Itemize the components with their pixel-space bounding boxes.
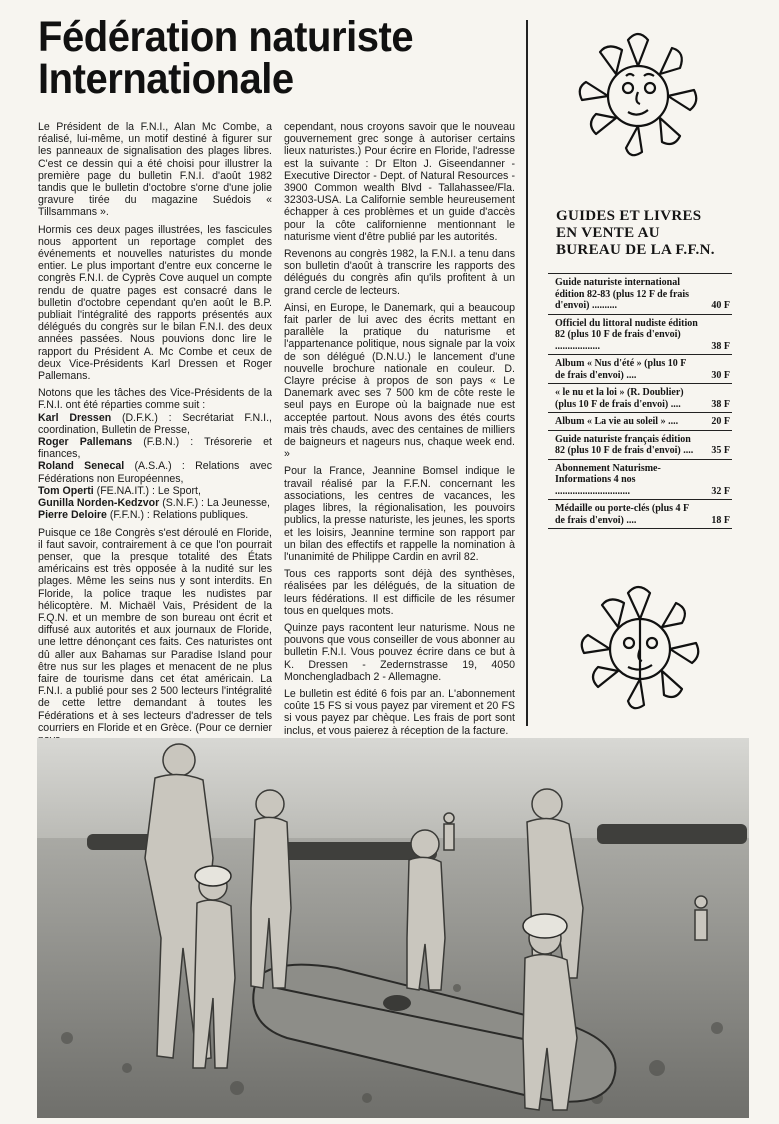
role-name: Roger Pallemans: [38, 436, 133, 449]
price-list-item: [548, 499, 732, 529]
price-list-item: [548, 314, 732, 355]
item-name: Guide naturiste international édition 82-83 (plus 12 F de frais d'envoi) ..........: [555, 277, 690, 311]
role-name: Karl Dressen: [38, 411, 112, 424]
item-price: 18 F: [711, 514, 730, 526]
role-task: Le Sport,: [157, 484, 201, 497]
price-list-item: [548, 354, 732, 383]
guides-heading: [556, 208, 756, 259]
article-title: [38, 13, 484, 103]
paragraph: cependant, nous croyons savoir que le nouveau gouvernement grec songe à autoriser certains lieux naturistes.) Pour écrire en Floride, l'adresse est la suivante : Dr Elton J. Giseendanner - Executive Director - Dept. of Natural Resources - 3900 Common wealth Blvd - Tallahassee/Fla. 32303-USA. La Californie semble heureusement échapper à ces problèmes et un guide d'accès pour la côte californienne mentionnant le naturisme vient d'être publié par les autorités.: [284, 121, 515, 243]
guides-heading-line: GUIDES ET LIVRES: [556, 208, 702, 224]
sun-moon-face-icon: [566, 573, 712, 723]
item-price: 30 F: [711, 369, 730, 381]
role-name: Tom Operti: [38, 484, 94, 497]
paragraph: Tous ces rapports sont déjà des synthèses, réalisées par les délégués, de la situation de leurs fédérations. Il est difficile de les résumer tous en quelques mots.: [284, 568, 515, 617]
paragraph: Pour la France, Jeannine Bomsel indique le travail réalisé par la F.F.N. concernant les associations, les centres de vacances, les plages libres, la régionalisation, les pouvoirs publics, la presse naturiste, les jeunes, les sports et les loisirs, Jeannine termine son rapport par un bilan des effectifs et rappelle la nomination à l'unanimité de Philippe Cardin en avril 82.: [284, 465, 515, 563]
paragraph: Hormis ces deux pages illustrées, les fascicules nous apportent un reportage complet des événements et nouvelles naturistes du monde entier. Le plus important d'entre eux concerne le congrès F.N.I. de Cyprès Cove auquel un compte rendu de quatre pages est consacré dans le bulletin d'octobre cependant qu'en août le B.P. publiait l'intégralité des rapports présentés aux délégués du congrès sur le bilan F.N.I. des deux années passées. Nous pouvions donc lire le rapport du Président A. Mc Combe et ceux de deux Vice-Présidents Karl Dressen et Roger Pallemans.: [38, 223, 272, 383]
item-price: 35 F: [711, 445, 730, 456]
item-price: 40 F: [711, 300, 730, 311]
role-name: Gunilla Norden-Kedzvor: [38, 497, 160, 510]
role-entry: [38, 412, 272, 436]
item-name: Album « La vie au soleil » ....: [555, 416, 679, 427]
price-list-item: [548, 459, 732, 500]
item-name: Officiel du littoral nudiste édition 82 (plus 10 F de frais d'envoi) ..................: [555, 317, 698, 352]
paragraph: Ainsi, en Europe, le Danemark, qui a beaucoup fait parler de lui avec des écrits mettant en parallèle la pratique du naturisme et l'appartenance politique, nous signale par la voix de son délégué (D.N.U.) le lancement d'une nouvelle brochure nationale en couleur. D. Clayre précise à propos de son pays « Le Danemark avec ses 7 500 km de côte reste le seul pays en Europe où la baignade nue est acceptée partout. Nous avons des étés courts mais très chauds, avec des centaines de milliers de baigneurs et nageurs nus, chaque week end. »: [284, 301, 515, 461]
paragraph: Quinze pays racontent leur naturisme. Nous ne pouvons que vous conseiller de vous abonner au bulletin F.N.I. Vous pouvez écrire dans ce but à K. Dressen - Zedernstrasse 19, 4050 Monchengladbach 2 - Allemagne.: [284, 621, 515, 683]
item-price: 38 F: [711, 398, 730, 410]
item-name: Guide naturiste français édition 82 (plus 10 F de frais d'envoi) ....: [555, 433, 694, 456]
sun-face-icon: [570, 18, 710, 168]
role-org: (F.F.N.) :: [109, 509, 150, 522]
article-title-line-2: Internationale: [38, 55, 294, 103]
role-task: La Jeunesse,: [206, 497, 270, 510]
article-column-2: [284, 121, 515, 742]
article-title-line-1: Fédération naturiste: [38, 13, 414, 61]
role-entry: [38, 509, 272, 521]
role-org: (A.S.A.) :: [134, 460, 185, 473]
item-name: Médaille ou porte-clés (plus 4 F de frais d'envoi) ....: [555, 503, 689, 526]
item-price: 20 F: [711, 416, 730, 427]
vice-president-roles: [38, 412, 272, 522]
role-org: (F.B.N.) :: [143, 436, 194, 449]
paragraph: Revenons au congrès 1982, la F.N.I. a tenu dans son bulletin d'août à transcrire les rapports des délégués du congrès afin qu'ils profitent à un grand cercle de lecteurs.: [284, 248, 515, 297]
paragraph: Notons que les tâches des Vice-Présidents de la F.N.I. ont été réparties comme suit :: [38, 387, 272, 412]
item-price: 38 F: [711, 340, 730, 352]
guides-heading-line: EN VENTE AU: [556, 225, 660, 241]
role-name: Pierre Deloire: [38, 509, 107, 522]
role-org: (D.F.K.) :: [121, 411, 172, 424]
role-name: Roland Senecal: [38, 460, 125, 473]
column-divider: [526, 20, 528, 726]
price-list-item: [548, 273, 732, 314]
role-entry: [38, 497, 272, 509]
price-list-item: [548, 412, 732, 430]
role-entry: [38, 460, 272, 484]
role-task: Secrétariat F.N.I., coordination, Bulletin de Presse,: [38, 411, 272, 436]
role-task: Relations publiques.: [152, 509, 249, 522]
guides-price-list: [548, 273, 732, 529]
item-name: « le nu et la loi » (R. Doublier) (plus 10 F de frais d'envoi) ....: [555, 387, 684, 410]
guides-heading-line: BUREAU DE LA F.F.N.: [556, 242, 715, 258]
paragraph: Le bulletin est édité 6 fois par an. L'abonnement coûte 15 FS si vous payez par virement et 20 FS si vous payez par chèque. Les frais de port sont inclus, et vous paierez à réception de la facture.: [284, 687, 515, 737]
item-name: Album « Nus d'été » (plus 10 F de frais d'envoi) ....: [555, 358, 687, 381]
price-list-item: [548, 430, 732, 459]
role-entry: [38, 436, 272, 460]
item-name: Abonnement Naturisme-Informations 4 nos ..............................: [555, 462, 661, 497]
paragraph: Le Président de la F.N.I., Alan Mc Combe, a réalisé, lui-même, un motif destiné à figurer sur les panneaux de signalisation des plages libres. C'est ce dessin qui a été choisi pour illustrer la première page du bulletin F.N.I. d'août 1982 tandis que le bulletin d'octobre s'orne d'une jolie gravure tirée du magazine Suédois « Tillsammans ».: [38, 121, 272, 219]
paragraph: Puisque ce 18e Congrès s'est déroulé en Floride, il faut savoir, contrairement à ce que l'on pourrait penser, que la presque totalité des États américains est très opposée à la nudité sur les plages. Même les seins nus y sont interdits. En Floride, la police traque les nudistes par hélicoptère. M. Michaël Vais, Président de la F.Q.N. et un membre de son bureau ont écrit et diffusé aux autorités et aux journaux de Floride, une lettre dénonçant ces faits. Ces naturistes ont dû aller aux Bahamas sur Paradise Island pour être nus sur les plages et menacent de ne plus faire de tourisme dans cet état américain. La F.N.I. a publié pour ses 2 500 lecteurs l'intégralité de cette lettre demandant à toutes les Fédérations et à ses lecteurs d'adresser de tels courriers en Floride et en Grèce. (Pour ce dernier: [38, 526, 272, 734]
role-task: Trésorerie et finances,: [38, 436, 272, 461]
role-org: (S.N.F.) :: [162, 497, 204, 510]
role-task: Relations avec Fédérations non Européennes,: [38, 460, 272, 485]
beach-photograph: [37, 738, 749, 1118]
role-entry: [38, 485, 272, 497]
article-column-1: [38, 121, 272, 751]
price-list-item: [548, 383, 732, 412]
role-org: (FE.NA.IT.) :: [96, 484, 155, 497]
item-price: 32 F: [711, 485, 730, 497]
